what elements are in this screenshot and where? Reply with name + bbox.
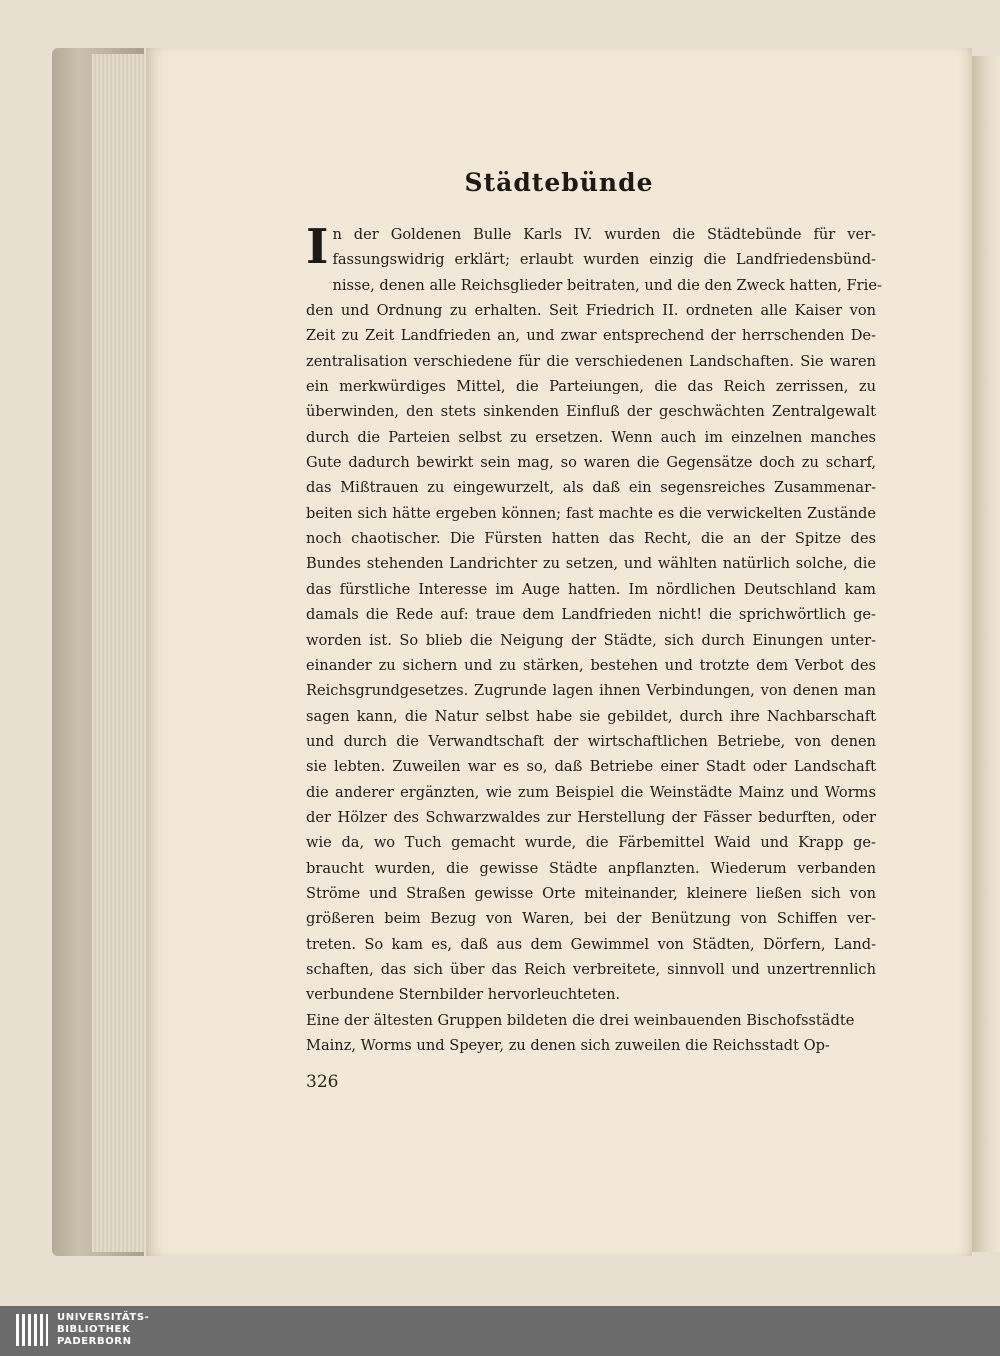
- text-line: fassungswidrig erklärt; erlaubt wurden einzig die Landfriedensbünd-: [332, 251, 876, 269]
- text-line: braucht wurden, die gewisse Städte anpflanzten. Wiederum verbanden: [306, 859, 876, 877]
- page-number: 326: [306, 1072, 339, 1092]
- library-footer: [0, 1306, 1000, 1356]
- text-line: das fürstliche Interesse im Auge hatten. Im nördlichen Deutschland kam: [306, 580, 876, 598]
- text-line: nisse, denen alle Reichsglieder beitraten, und die den Zweck hatten, Frie-: [332, 276, 882, 294]
- text-line: Mainz, Worms und Speyer, zu denen sich zuweilen die Reichsstadt Op-: [306, 1037, 830, 1055]
- library-name-line: PADERBORN: [57, 1336, 132, 1347]
- text-line: sagen kann, die Natur selbst habe sie gebildet, durch ihre Nachbarschaft: [306, 707, 876, 725]
- drop-cap: I: [306, 219, 329, 275]
- text-line: überwinden, den stets sinkenden Einfluß der geschwächten Zentralgewalt: [306, 403, 876, 421]
- text-line: Reichsgrundgesetzes. Zugrunde lagen ihnen Verbindungen, von denen man: [306, 682, 876, 700]
- text-line: Bundes stehenden Landrichter zu setzen, und wählten natürlich solche, die: [306, 555, 876, 573]
- text-line: einander zu sichern und zu stärken, bestehen und trotzte dem Verbot des: [306, 656, 876, 674]
- text-line: zentralisation verschiedene für die verschiedenen Landschaften. Sie waren: [306, 352, 876, 370]
- chapter-title: Städtebünde: [464, 168, 654, 197]
- text-line: das Mißtrauen zu eingewurzelt, als daß ein segensreiches Zusammenar-: [306, 479, 876, 497]
- library-logo-icon: [14, 1312, 50, 1348]
- text-line: und durch die Verwandtschaft der wirtschaftlichen Betriebe, von denen: [306, 732, 876, 750]
- text-line: ein merkwürdiges Mittel, die Parteiungen, die das Reich zerrissen, zu: [306, 378, 876, 396]
- library-name-line: BIBLIOTHEK: [57, 1324, 131, 1335]
- library-name-line: UNIVERSITÄTS-: [57, 1312, 150, 1323]
- text-line: schaften, das sich über das Reich verbreitete, sinnvoll und unzertrennlich: [306, 960, 876, 978]
- text-line: der Hölzer des Schwarzwaldes zur Herstellung der Fässer bedurften, oder: [306, 808, 876, 826]
- text-line: beiten sich hätte ergeben können; fast machte es die verwickelten Zustände: [306, 504, 876, 522]
- text-line: durch die Parteien selbst zu ersetzen. Wenn auch im einzelnen manches: [306, 428, 876, 446]
- facing-page-edge: [972, 56, 1000, 1252]
- text-line: Ströme und Straßen gewisse Orte miteinander, kleinere ließen sich von: [306, 884, 876, 902]
- text-line: den und Ordnung zu erhalten. Seit Friedrich II. ordneten alle Kaiser von: [306, 302, 876, 320]
- text-line: noch chaotischer. Die Fürsten hatten das Recht, die an der Spitze des: [306, 530, 876, 548]
- text-line: größeren beim Bezug von Waren, bei der Benützung von Schiffen ver-: [306, 910, 876, 928]
- text-line: n der Goldenen Bulle Karls IV. wurden die Städtebünde für ver-: [332, 226, 876, 243]
- second-paragraph: [306, 1008, 876, 1059]
- text-line: verbundene Sternbilder hervorleuchteten.: [306, 986, 621, 1004]
- page-edges: [92, 54, 148, 1252]
- text-line: worden ist. So blieb die Neigung der Städte, sich durch Einungen unter-: [306, 631, 876, 649]
- text-line: treten. So kam es, daß aus dem Gewimmel von Städten, Dörfern, Land-: [306, 935, 876, 953]
- text-line: Zeit zu Zeit Landfrieden an, und zwar entsprechend der herrschenden De-: [306, 327, 876, 345]
- main-paragraph: [306, 219, 882, 1008]
- text-line: wie da, wo Tuch gemacht wurde, die Färbemittel Waid und Krapp ge-: [306, 834, 876, 852]
- text-line: Gute dadurch bewirkt sein mag, so waren die Gegensätze doch zu scharf,: [306, 454, 876, 472]
- text-line: damals die Rede auf: traue dem Landfrieden nicht! die sprichwörtlich ge-: [306, 606, 876, 624]
- text-line: die anderer ergänzten, wie zum Beispiel die Weinstädte Mainz und Worms: [306, 783, 876, 801]
- text-line: sie lebten. Zuweilen war es so, daß Betriebe einer Stadt oder Landschaft: [306, 758, 876, 776]
- library-name: [57, 1312, 149, 1348]
- text-line: Eine der ältesten Gruppen bildeten die drei weinbauenden Bischofsstädte: [306, 1012, 855, 1029]
